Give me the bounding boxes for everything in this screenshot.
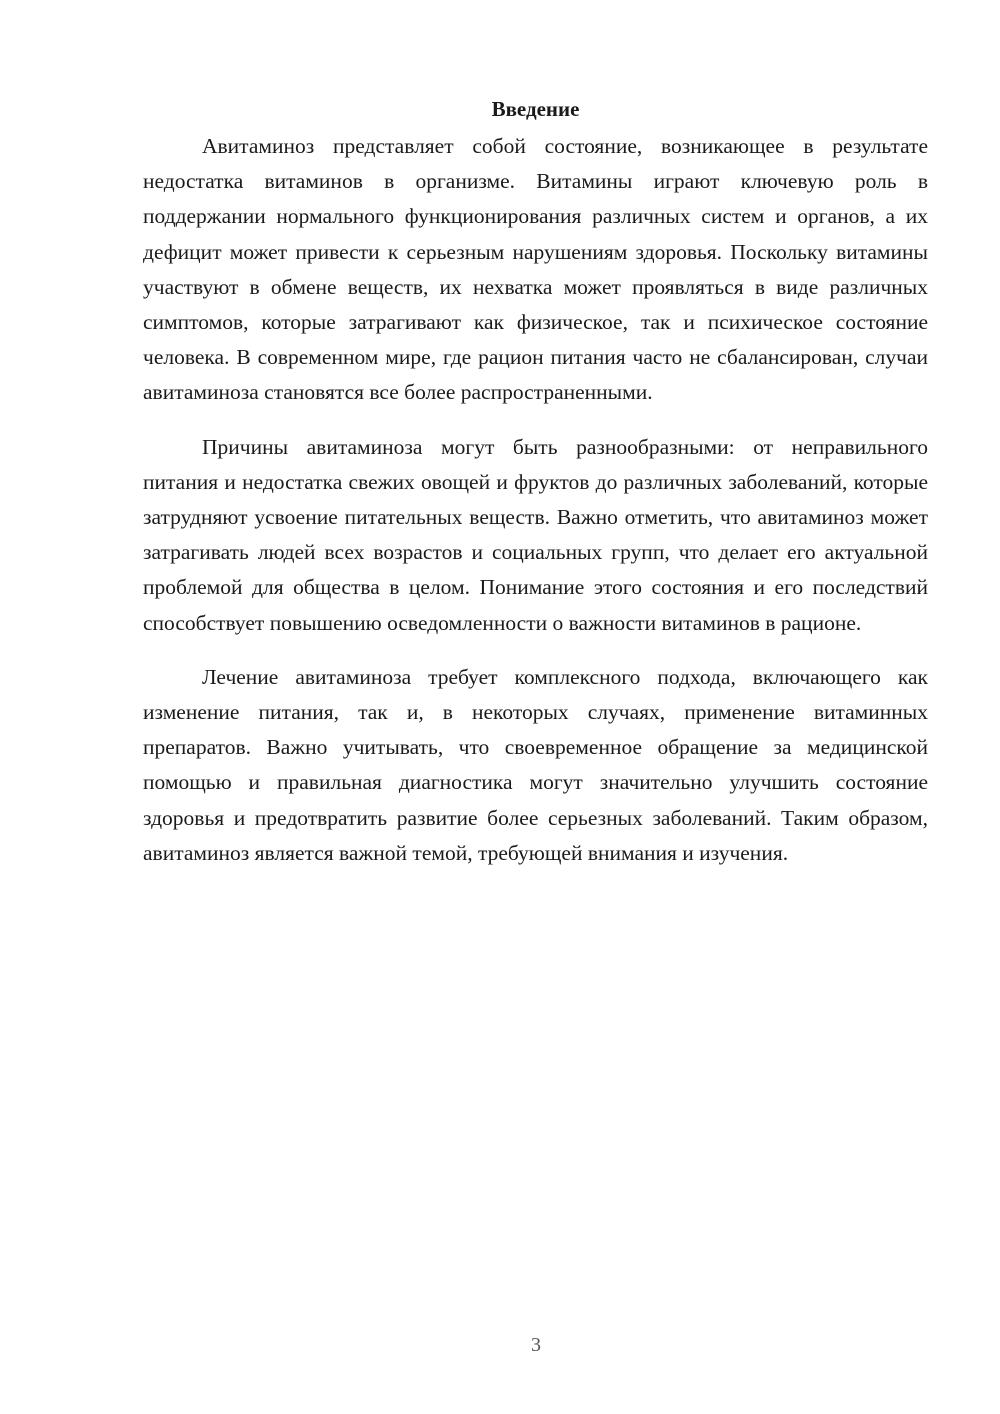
page-content [143,92,928,871]
paragraph-causes: Причины авитаминоза могут быть разнообразными: от неправильного питания и недостатка свежих овощей и фруктов до различных заболеваний, которые затрудняют усвоение питательных веществ. Важно отметить, что авитаминоз может затрагивать людей всех возрастов и социальных групп, что делает его актуальной проблемой для общества в целом. Понимание этого состояния и его последствий способствует повышению осведомленности о важности витаминов в рационе. [143,434,928,635]
section-heading: Введение [491,97,580,121]
page-number: 3 [531,1334,541,1356]
paragraph-treatment: Лечение авитаминоза требует комплексного подхода, включающего как изменение питания, так и, в некоторых случаях, применение витаминных препаратов. Важно учитывать, что своевременное обращение за медицинской помощью и правильная диагностика могут значительно улучшить состояние здоровья и предотвратить развитие более серьезных заболеваний. Таким образом, авитаминоз является важной темой, требующей внимания и изучения. [143,664,928,865]
paragraph-intro: Авитаминоз представляет собой состояние, возникающее в результате недостатка витаминов в организме. Витамины играют ключевую роль в поддержании нормального функционирования различных систем и органов, а их дефицит может привести к серьезным нарушениям здоровья. Поскольку витамины участвуют в обмене веществ, их нехватка может проявляться в виде различных симптомов, которые затрагивают как физическое, так и психическое состояние человека. В современном мире, где рацион питания часто не сбалансирован, случаи авитаминоза становятся все более распространенными. [143,134,928,405]
